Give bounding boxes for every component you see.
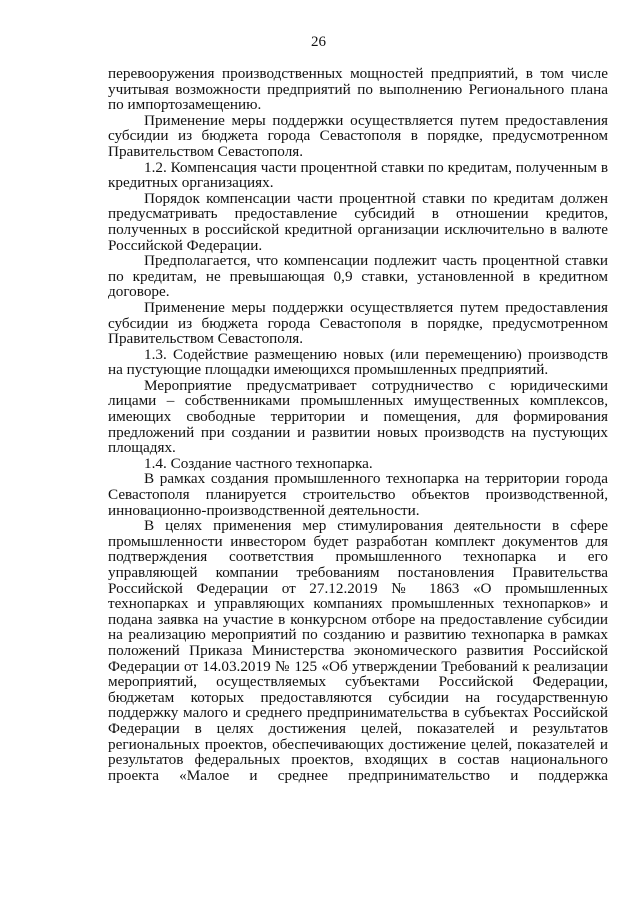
page-number: 26 — [311, 34, 326, 50]
paragraph-continuation: перевооружения производственных мощностей предприятий, в том числе учитывая возможности предприятий по выполнению Регионального плана по импортозамещению. — [108, 65, 608, 114]
paragraph-compensation-order: Порядок компенсации части процентной ставки по кредитам должен предусматривать предоставление субсидий в отношении кредитов, полученных в российской кредитной организации исключительно в валюте Российской Федерации. — [108, 189, 608, 254]
paragraph-technopark-construction: В рамках создания промышленного технопарка на территории города Севастополя планируется строительство объектов производственной, инновационно-производственной деятельности. — [108, 470, 608, 519]
paragraph-incentive-measures: В целях применения мер стимулирования деятельности в сфере промышленности инвестором будет разработан комплект документов для подтверждения соответствия промышленного технопарка и его управляющей компании требованиям постановления Правительства Российской Федерации от 27.12.2019 № 1863 «О промышленных технопарках и управляющих компаниях промышленных технопарков» и подана заявка на участие в конкурсном отборе на предоставление субсидии на реализацию мероприятий по созданию и развитию технопарка в рамках положений Приказа Министерства экономического развития Российской Федерации от 14.03.2019 № 125 «Об утверждении Требований к реализации мероприятий, осуществляемых субъектами Российской Федерации, бюджетам которых предоставляются субсидии на государственную поддержку малого и среднего предпринимательства в субъектах Российской Федерации в целях достижения целей, показателей и результатов региональных проектов, обеспечивающих достижение целей, показателей и результатов федеральных проектов, входящих в состав национального проекта «Малое и среднее предпринимательство и поддержка — [108, 517, 608, 784]
document-body — [108, 66, 608, 783]
paragraph-cooperation: Мероприятие предусматривает сотрудничество с юридическими лицами – собственниками промышленных имущественных комплексов, имеющих свободные территории и помещения, для формирования предложений при создании и развитии новых производств на пустующих площадях. — [108, 376, 608, 457]
paragraph-support-measure-2: Применение меры поддержки осуществляется путем предоставления субсидии из бюджета города Севастополя в порядке, предусмотренном Правительством Севастополя. — [108, 298, 608, 348]
section-heading-1-4: 1.4. Создание частного технопарка. — [144, 454, 373, 472]
paragraph-support-measure-1: Применение меры поддержки осуществляется путем предоставления субсидии из бюджета города Севастополя в порядке, предусмотренном Правительством Севастополя. — [108, 111, 608, 160]
paragraph-compensation-rate: Предполагается, что компенсации подлежит часть процентной ставки по кредитам, не превышающая 0,9 ставки, установленной в кредитном договоре. — [108, 252, 608, 301]
section-heading-1-3: 1.3. Содействие размещению новых (или перемещению) производств на пустующие площадки имеющихся промышленных предприятий. — [108, 345, 608, 379]
section-heading-1-2: 1.2. Компенсация части процентной ставки по кредитам, полученным в кредитных организациях. — [108, 158, 608, 192]
